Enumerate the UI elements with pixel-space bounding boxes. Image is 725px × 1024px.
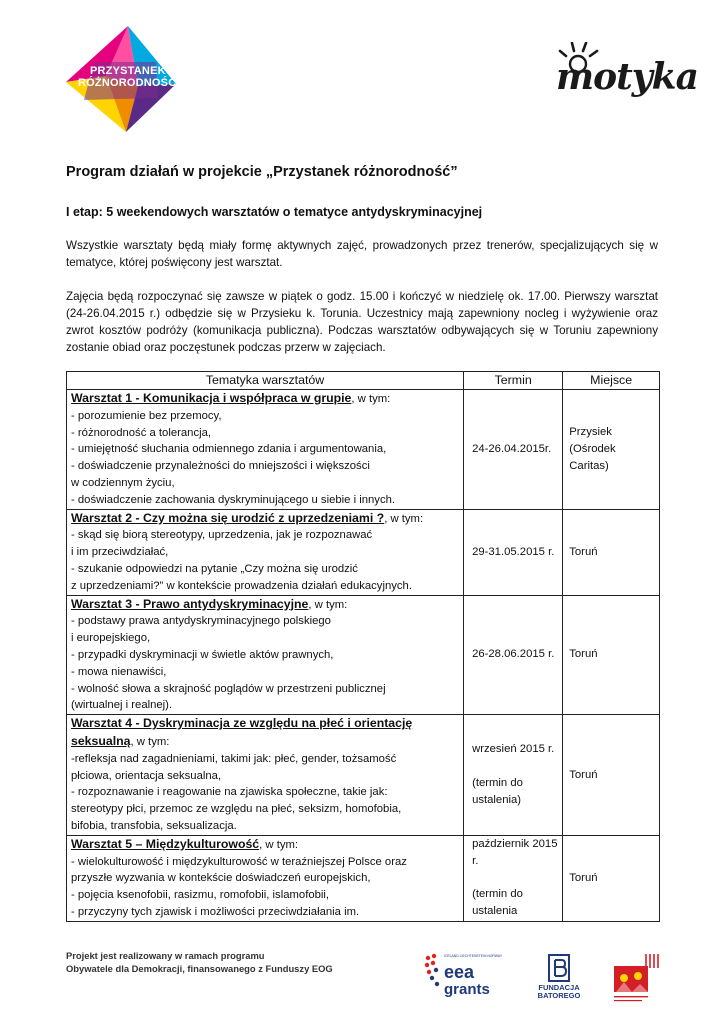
workshop-1-title: Warsztat 1 - Komunikacja i współpraca w grupie <box>71 391 352 405</box>
header-place: Miejsce <box>563 372 660 390</box>
workshop-5-line: - przyczyny tych zjawisk i możliwości przeciwdziałania im. <box>71 905 360 918</box>
table-row <box>67 390 660 510</box>
workshop-2-place <box>563 509 660 595</box>
date-line: ustalenia) <box>472 793 522 806</box>
date-line: r. <box>472 854 479 867</box>
date-line: ustalenia <box>472 904 518 917</box>
workshop-3-line: - podstawy prawa antydyskryminacyjnego polskiego <box>71 615 331 628</box>
workshop-1-line: - doświadczenie przynależności do mniejszości i większości <box>71 460 370 473</box>
workshop-3-line: (wirtualnej i realnej). <box>71 699 173 712</box>
workshop-3-suffix: , w tym: <box>308 598 348 611</box>
workshop-4-place <box>563 715 660 836</box>
workshop-3-line: i europejskiego, <box>71 632 151 645</box>
footer-line2: Obywatele dla Demokracji, finansowanego z Funduszy EOG <box>66 963 333 974</box>
date-line: 26-28.06.2015 r. <box>472 648 555 661</box>
workshop-5-place <box>563 835 660 921</box>
workshop-1-place <box>563 390 660 510</box>
workshop-4-line: stereotypy płci, przemoc ze względu na płeć, seksizm, homofobia, <box>71 803 402 816</box>
przystanek-roznorodnosc-logo <box>66 26 176 132</box>
footer-line1: Projekt jest realizowany w ramach programu <box>66 950 265 961</box>
place-line: Toruń <box>569 871 598 884</box>
header-topic: Tematyka warsztatów <box>67 372 464 390</box>
workshop-2-line: - szukanie odpowiedzi na pytanie „Czy można się urodzić <box>71 562 358 575</box>
schedule-paragraph: Zajęcia będą rozpoczynać się zawsze w piątek o godz. 15.00 i kończyć w niedzielę ok. 17.00. Pierwszy warsztat (24-26.04.2015 r.) odbędzie się w Przysieku k. Torunia. Uczestnicy mają zapewniony nocleg i wyżywienie oraz zwrot kosztów podróży (komunikacja publiczna). Podczas warsztatów odbywających się w Toruniu zapewniony zostanie obiad oraz poczęstunek podczas przerw w zajęciach. <box>66 290 658 354</box>
workshop-3-topic <box>67 595 464 715</box>
place-line: Caritas) <box>569 459 609 472</box>
date-line: (termin do <box>472 888 523 901</box>
table-row <box>67 835 660 921</box>
workshop-1-line: w codziennym życiu, <box>71 476 175 489</box>
workshop-1-line: - różnorodność a tolerancja, <box>71 426 212 439</box>
date-line: wrzesień 2015 r. <box>472 743 555 756</box>
motyka-logo <box>556 42 698 104</box>
workshop-2-title: Warsztat 2 - Czy można się urodzić z uprzedzeniami ? <box>71 510 385 525</box>
workshop-2-date <box>464 509 563 595</box>
workshop-3-place <box>563 595 660 715</box>
workshop-4-suffix: , w tym: <box>130 735 170 748</box>
date-spacer <box>472 869 558 886</box>
workshop-2-line: - skąd się biorą stereotypy, uprzedzenia, jak je rozpoznawać <box>71 529 373 542</box>
grants-text: grants <box>444 981 490 998</box>
workshop-1-line: - umiejętność słuchania odmiennego zdania i argumentowania, <box>71 443 387 456</box>
workshop-4-date <box>464 715 563 836</box>
workshop-1-topic <box>67 390 464 510</box>
workshop-2-suffix: , w tym: <box>384 512 424 525</box>
workshop-4-line: bifobia, transfobia, seksualizacja. <box>71 819 237 832</box>
workshop-5-date <box>464 835 563 921</box>
fundacja-batorego-logo <box>534 952 584 1004</box>
workshop-3-date <box>464 595 563 715</box>
place-line: Toruń <box>569 545 598 558</box>
batory-emblem-icon <box>534 952 584 984</box>
header-date: Termin <box>464 372 563 390</box>
place-line: Przysiek <box>569 426 612 439</box>
workshop-2-line: i im przeciwdziałać, <box>71 546 169 559</box>
workshop-2-line: z uprzedzeniami?” w kontekście prowadzenia działań edukacyjnych. <box>71 579 412 592</box>
eea-grants-logo <box>422 950 502 1000</box>
table-row <box>67 509 660 595</box>
workshop-4-line: płciowa, orientacja seksualna, <box>71 769 222 782</box>
workshop-4-title: Warsztat 4 - Dyskryminacja ze względu na płeć i orientację seksualną <box>71 716 413 748</box>
place-line: Toruń <box>569 648 598 661</box>
place-line: (Ośrodek <box>569 442 616 455</box>
logo-text-line1: PRZYSTANEK <box>90 65 166 77</box>
workshop-1-line: - doświadczenie zachowania dyskryminującego u siebie i innych. <box>71 493 396 506</box>
batory-line1: FUNDACJA <box>538 983 580 992</box>
date-line: (termin do <box>472 776 523 789</box>
table-row <box>67 595 660 715</box>
eea-text: eea <box>444 962 475 982</box>
workshop-2-topic <box>67 509 464 595</box>
date-line: 29-31.05.2015 r. <box>472 545 555 558</box>
workshop-3-line: - przypadki dyskryminacji w świetle aktów prawnych, <box>71 648 334 661</box>
workshop-1-line: - porozumienie bez przemocy, <box>71 409 222 422</box>
workshop-5-line: przyszłe wyzwania w kontekście doświadczeń europejskich, <box>71 872 371 885</box>
intro-paragraph: Wszystkie warsztaty będą miały formę aktywnych zajęć, prowadzonych przez trenerów, specjalizujących się w tematyce, której poświęcony jest warsztat. <box>66 239 658 269</box>
eea-grants-graphic <box>422 950 502 1000</box>
pafw-graphic <box>612 952 660 1006</box>
date-line: 24-26.04.2015r. <box>472 442 552 455</box>
date-spacer <box>472 758 558 775</box>
workshop-5-line: - wielokulturowość i międzykulturowość w teraźniejszej Polsce oraz <box>71 855 407 868</box>
stage-subtitle: I etap: 5 weekendowych warsztatów o tematyce antydyskryminacyjnej <box>66 205 483 219</box>
workshop-5-topic <box>67 835 464 921</box>
pafw-logo <box>612 952 660 1006</box>
program-table <box>66 371 660 922</box>
workshop-5-line: - pojęcia ksenofobii, rasizmu, romofobii, islamofobii, <box>71 889 330 902</box>
place-line: Toruń <box>569 768 598 781</box>
eea-small-text: ICELAND LIECHTENSTEIN NORWAY <box>444 954 502 958</box>
workshop-4-line: - rozpoznawanie i reagowanie na zjawiska społeczne, takie jak: <box>71 786 388 799</box>
workshop-1-suffix: , w tym: <box>351 393 391 405</box>
workshop-5-title: Warsztat 5 – Międzykulturowość <box>71 836 260 851</box>
footer-note <box>66 949 333 975</box>
workshop-1-date <box>464 390 563 510</box>
workshop-4-topic <box>67 715 464 836</box>
workshop-3-title: Warsztat 3 - Prawo antydyskryminacyjne <box>71 596 309 611</box>
batory-line2: BATOREGO <box>537 991 581 1000</box>
workshop-3-line: - mowa nienawiści, <box>71 665 167 678</box>
motyka-wordmark: motyka <box>556 56 698 98</box>
workshop-4-line: -refleksja nad zagadnieniami, takimi jak: płeć, gender, tożsamość <box>71 752 397 765</box>
logo-text-line2: RÓŻNORODNOŚĆ <box>78 77 177 89</box>
page-title: Program działań w projekcie „Przystanek różnorodność” <box>66 164 458 180</box>
workshop-3-line: - wolność słowa a skrajność poglądów w przestrzeni publicznej <box>71 682 386 695</box>
table-header-row <box>67 372 660 390</box>
workshop-5-suffix: , w tym: <box>259 838 299 851</box>
date-line: październik 2015 <box>472 837 558 850</box>
table-row <box>67 715 660 836</box>
